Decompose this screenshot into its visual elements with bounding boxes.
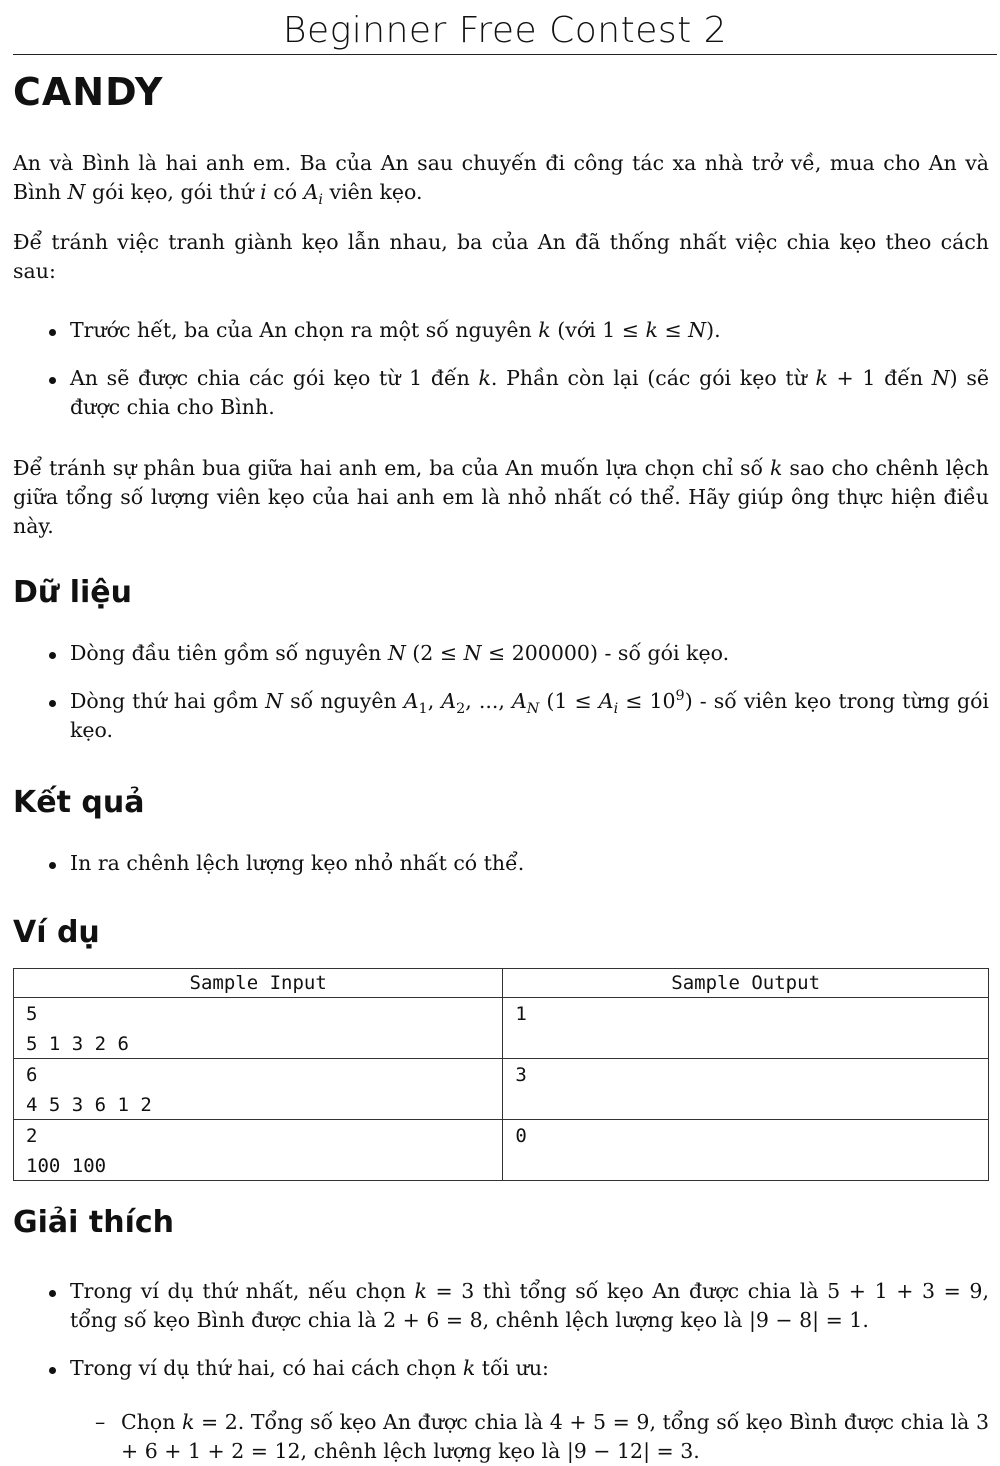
contest-title: Beginner Free Contest 2 xyxy=(13,0,997,55)
statement-paragraph-1: An và Bình là hai anh em. Ba của An sau chuyến đi công tác xa nhà trở về, mua cho An và Bình N gói kẹo, gói thứ i có $A_i$ viên kẹo. xyxy=(13,151,989,209)
problem-title: CANDY xyxy=(13,70,164,114)
list-item: Trong ví dụ thứ hai, có hai cách chọn k tối ưu: xyxy=(13,1354,989,1383)
statement-paragraph-2: Để tránh việc tranh giành kẹo lẫn nhau, ba của An đã thống nhất việc chia kẹo theo cách sau: xyxy=(13,230,989,283)
input-list xyxy=(13,639,989,745)
sample-output-cell: 1 xyxy=(503,998,989,1059)
output-heading: Kết quả xyxy=(13,785,145,820)
list-item: In ra chênh lệch lượng kẹo nhỏ nhất có thể. xyxy=(13,849,989,878)
sample-output-cell: 3 xyxy=(503,1059,989,1120)
explanation-sublist xyxy=(13,1408,989,1466)
explanation-heading: Giải thích xyxy=(13,1205,175,1240)
table-row xyxy=(14,998,989,1059)
output-list xyxy=(13,849,989,878)
sample-input-cell: 6 4 5 3 6 1 2 xyxy=(14,1059,503,1120)
list-item: An sẽ được chia các gói kẹo từ 1 đến k. Phần còn lại (các gói kẹo từ k + 1 đến N) sẽ được chia cho Bình. xyxy=(13,364,989,422)
bullet-icon xyxy=(49,1290,56,1297)
sample-output-cell: 0 xyxy=(503,1120,989,1181)
sample-output-header: Sample Output xyxy=(503,969,989,998)
bullet-icon xyxy=(49,862,56,869)
bullet-icon xyxy=(49,377,56,384)
table-header-row xyxy=(14,969,989,998)
sample-input-cell: 2 100 100 xyxy=(14,1120,503,1181)
list-item: Trong ví dụ thứ nhất, nếu chọn k = 3 thì tổng số kẹo An được chia là 5 + 1 + 3 = 9, tổng số kẹo Bình được chia là 2 + 6 = 8, chênh lệch lượng kẹo là |9 − 8| = 1. xyxy=(13,1277,989,1335)
table-row xyxy=(14,1120,989,1181)
list-item: – Chọn k = 2. Tổng số kẹo An được chia là 4 + 5 = 9, tổng số kẹo Bình được chia là 3 + 6 + 1 + 2 = 12, chênh lệch lượng kẹo là |9 − 12| = 3. xyxy=(95,1410,989,1463)
dash-icon: – xyxy=(95,1410,106,1434)
sample-table xyxy=(13,968,989,1181)
table-row xyxy=(14,1059,989,1120)
list-item: Dòng thứ hai gồm N số nguyên $A_1$, $A_2$, ..., $A_N$ $(1 \le A_i \le 10^9)$ - số viên kẹo trong từng gói kẹo. xyxy=(13,687,989,745)
rules-list xyxy=(13,316,989,422)
bullet-icon xyxy=(49,1367,56,1374)
examples-heading: Ví dụ xyxy=(13,915,100,950)
statement-paragraph-3: Để tránh sự phân bua giữa hai anh em, ba của An muốn lựa chọn chỉ số k sao cho chênh lệch giữa tổng số lượng viên kẹo của hai anh em là nhỏ nhất có thể. Hãy giúp ông thực hiện điều này. xyxy=(13,456,989,538)
sample-input-header: Sample Input xyxy=(14,969,503,998)
explanation-list xyxy=(13,1277,989,1383)
bullet-icon xyxy=(49,329,56,336)
list-item: Dòng đầu tiên gồm số nguyên N (2 ≤ N ≤ 200000) - số gói kẹo. xyxy=(13,639,989,668)
bullet-icon xyxy=(49,652,56,659)
problem-page xyxy=(13,0,989,1466)
input-heading: Dữ liệu xyxy=(13,575,132,610)
list-item: Trước hết, ba của An chọn ra một số nguyên k (với 1 ≤ k ≤ N). xyxy=(13,316,989,345)
sample-input-cell: 5 5 1 3 2 6 xyxy=(14,998,503,1059)
bullet-icon xyxy=(49,700,56,707)
